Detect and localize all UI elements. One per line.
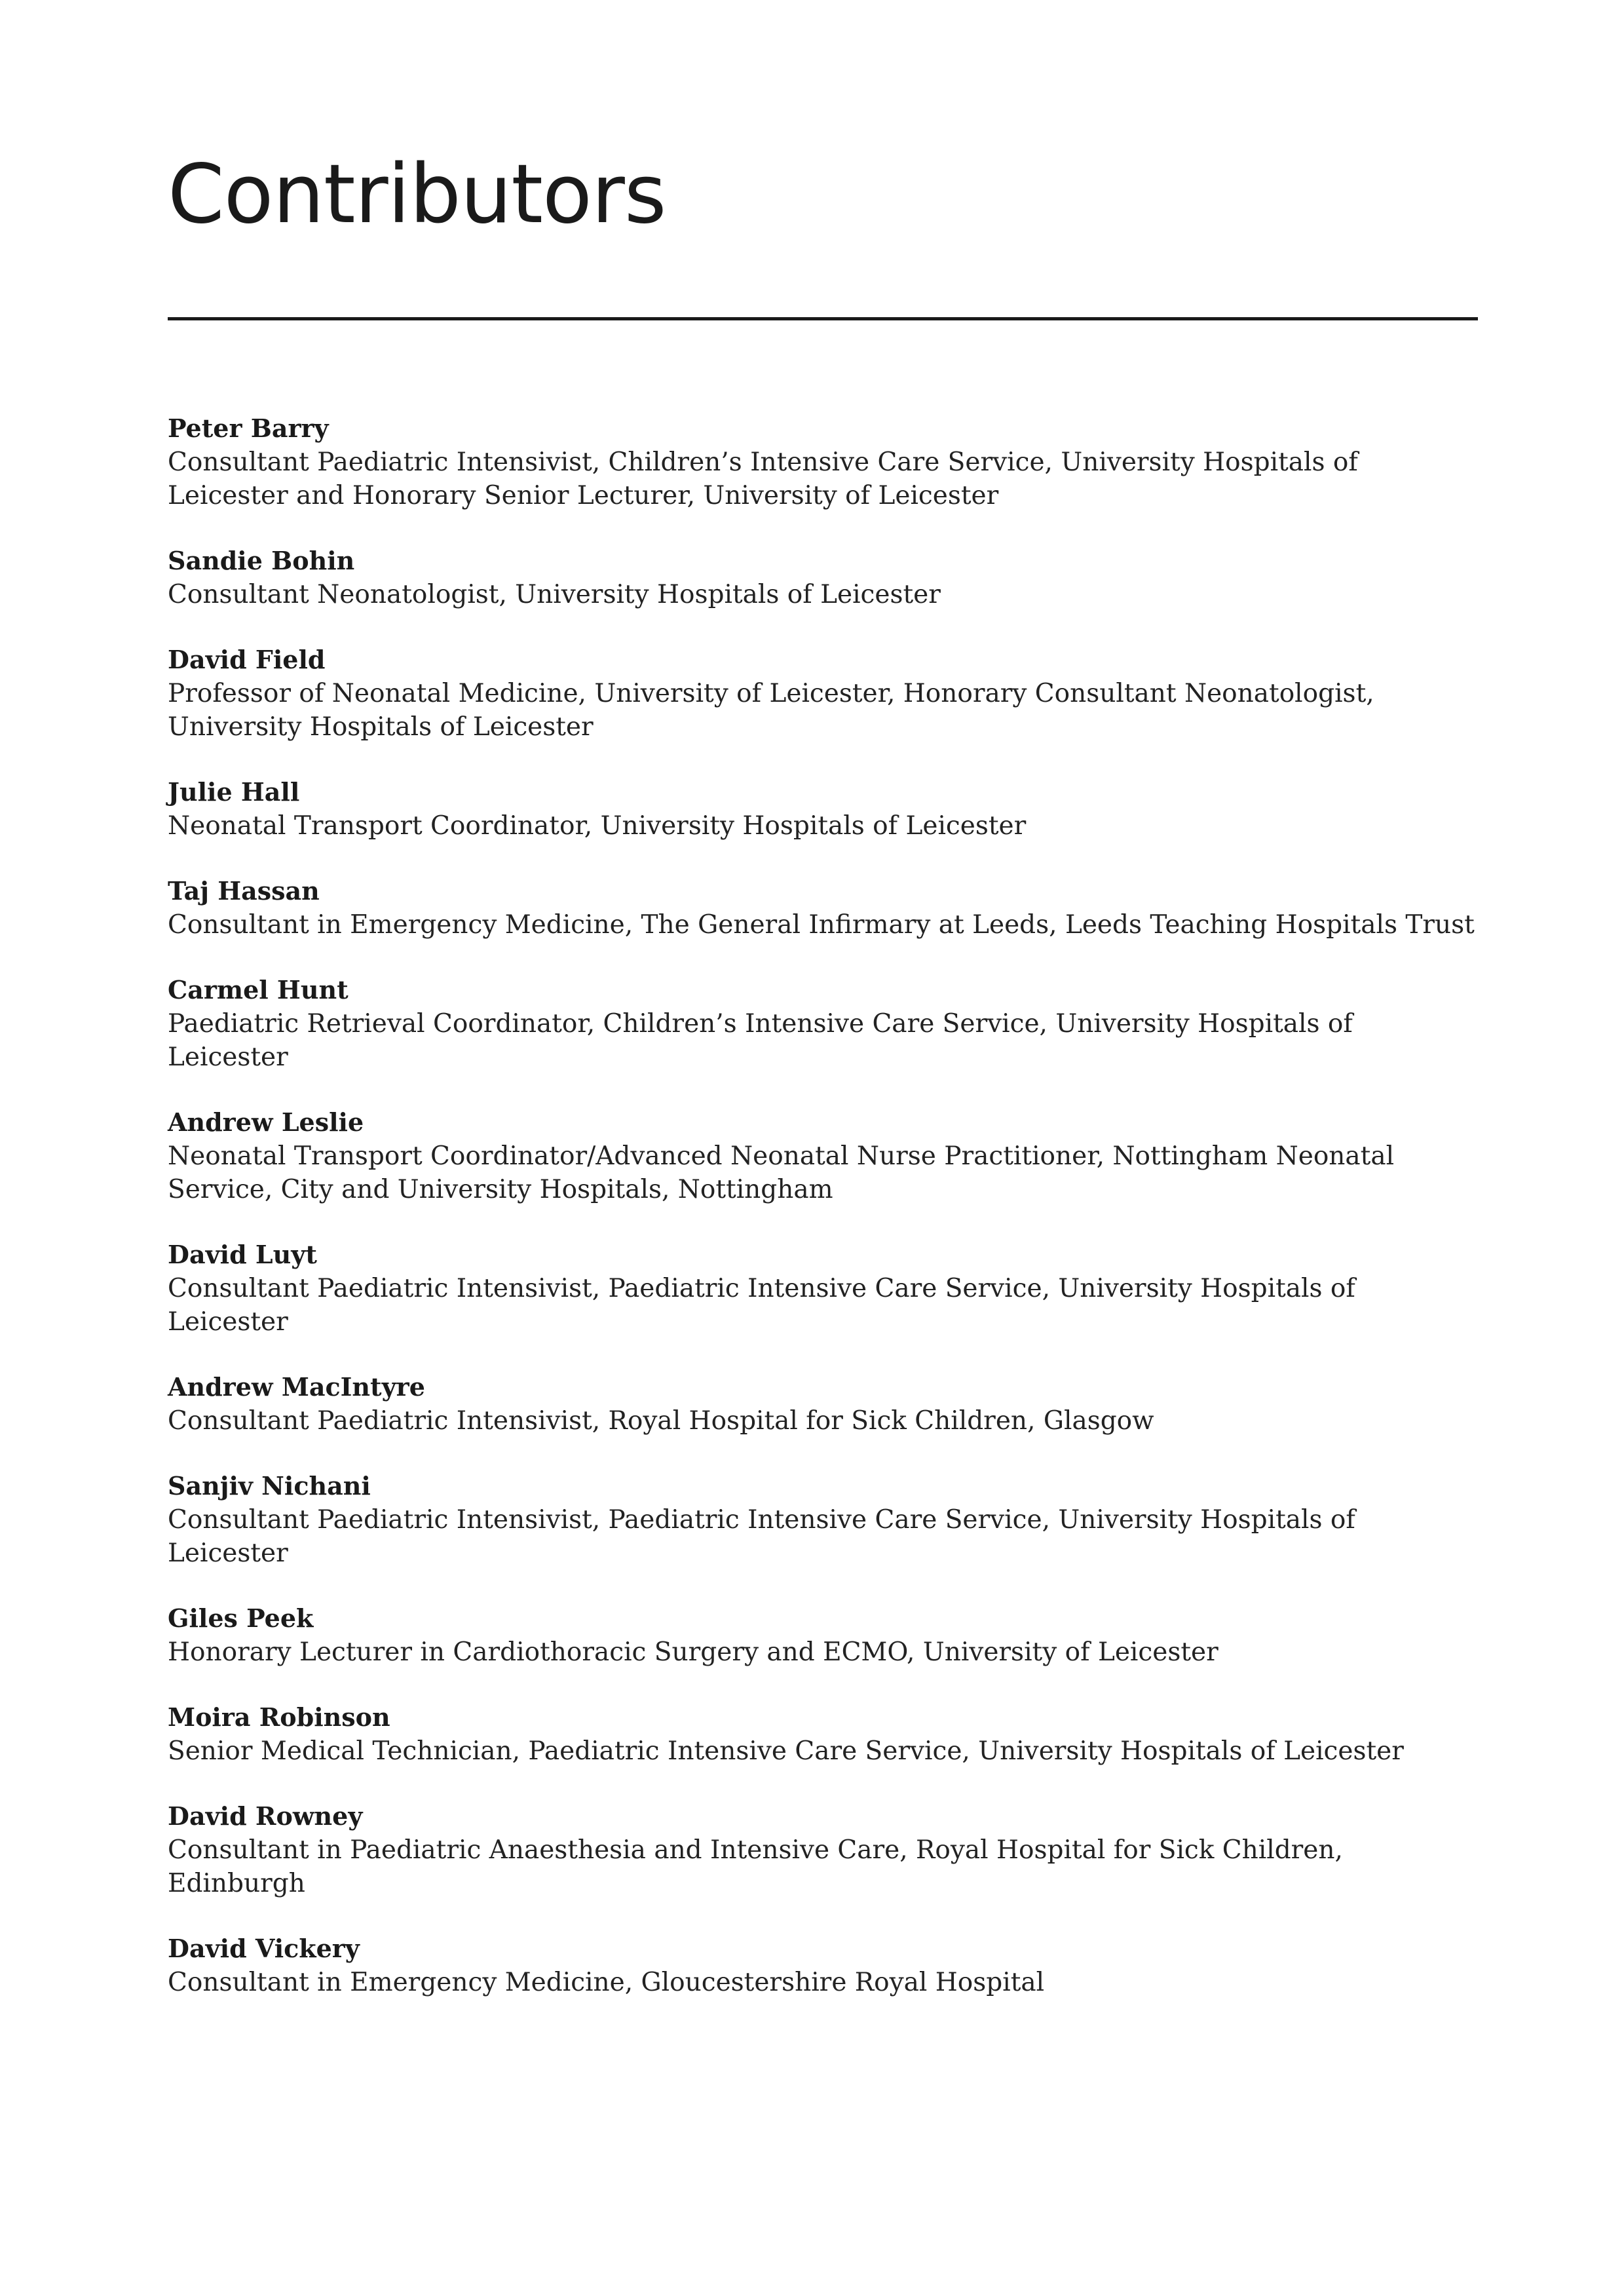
contributor-affiliation: Consultant in Emergency Medicine, Gloucestershire Royal Hospital	[168, 1968, 1045, 1997]
contributor-entry	[168, 874, 1478, 942]
contributor-affiliation: Paediatric Retrieval Coordinator, Children’s Intensive Care Service, University Hospitals of Leicester	[168, 1009, 1353, 1072]
contributor-list	[168, 411, 1478, 2031]
contributor-entry	[168, 1601, 1478, 1669]
contributor-entry	[168, 643, 1478, 744]
contributor-entry	[168, 1700, 1478, 1768]
contributor-affiliation: Honorary Lecturer in Cardiothoracic Surgery and ECMO, University of Leicester	[168, 1637, 1218, 1667]
contributor-entry	[168, 1105, 1478, 1206]
contributor-affiliation: Consultant Paediatric Intensivist, Children’s Intensive Care Service, University Hospitals of Leicester and Honorary Senior Lecturer, University of Leicester	[168, 448, 1358, 510]
contributor-name: David Field	[168, 645, 326, 674]
contributor-entry	[168, 1799, 1478, 1900]
contributor-entry	[168, 1238, 1478, 1339]
page-title: Contributors	[168, 147, 666, 242]
contributor-affiliation: Consultant Paediatric Intensivist, Paediatric Intensive Care Service, University Hospitals of Leicester	[168, 1274, 1355, 1337]
contributor-name: Andrew Leslie	[168, 1107, 364, 1137]
contributor-name: Moira Robinson	[168, 1702, 390, 1732]
contributor-affiliation: Neonatal Transport Coordinator/Advanced Neonatal Nurse Practitioner, Nottingham Neonatal Service, City and University Hospitals, Nottingham	[168, 1141, 1395, 1204]
contributor-entry	[168, 1932, 1478, 1999]
contributor-entry	[168, 544, 1478, 611]
contributor-name: Taj Hassan	[168, 876, 320, 906]
contributor-entry	[168, 775, 1478, 843]
title-divider	[168, 317, 1478, 320]
contributor-name: Peter Barry	[168, 413, 329, 443]
contributor-entry	[168, 973, 1478, 1074]
contributor-name: David Vickery	[168, 1934, 360, 1963]
contributor-name: Andrew MacIntyre	[168, 1372, 425, 1402]
contributor-affiliation: Consultant Paediatric Intensivist, Royal Hospital for Sick Children, Glasgow	[168, 1406, 1154, 1436]
contributor-entry	[168, 411, 1478, 512]
contributor-entry	[168, 1469, 1478, 1570]
contributor-name: Giles Peek	[168, 1603, 314, 1633]
contributor-name: Sanjiv Nichani	[168, 1471, 371, 1501]
contributor-affiliation: Consultant Neonatologist, University Hospitals of Leicester	[168, 580, 941, 609]
contributor-affiliation: Consultant in Paediatric Anaesthesia and Intensive Care, Royal Hospital for Sick Children, Edinburgh	[168, 1835, 1343, 1898]
contributor-name: Sandie Bohin	[168, 546, 355, 575]
contributor-affiliation: Senior Medical Technician, Paediatric Intensive Care Service, University Hospitals of Leicester	[168, 1736, 1404, 1766]
contributor-name: Carmel Hunt	[168, 975, 349, 1004]
contributor-affiliation: Consultant in Emergency Medicine, The General Infirmary at Leeds, Leeds Teaching Hospitals Trust	[168, 910, 1475, 940]
contributor-affiliation: Neonatal Transport Coordinator, University Hospitals of Leicester	[168, 811, 1027, 841]
contributor-affiliation: Consultant Paediatric Intensivist, Paediatric Intensive Care Service, University Hospitals of Leicester	[168, 1505, 1355, 1568]
contributor-entry	[168, 1370, 1478, 1438]
contributor-affiliation: Professor of Neonatal Medicine, University of Leicester, Honorary Consultant Neonatologist, University Hospitals of Leicester	[168, 679, 1374, 742]
contributor-name: David Rowney	[168, 1801, 363, 1831]
contributor-name: Julie Hall	[168, 777, 300, 807]
contributor-name: David Luyt	[168, 1240, 317, 1269]
